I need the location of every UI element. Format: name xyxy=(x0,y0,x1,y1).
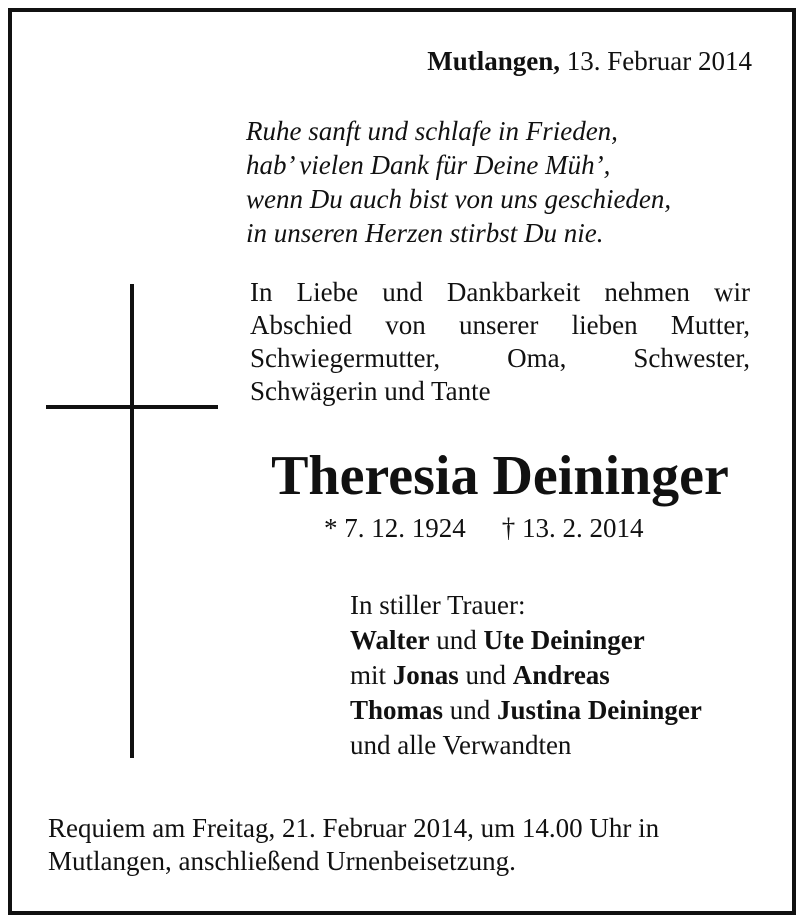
mourner-line: und alle Verwandten xyxy=(350,730,572,760)
mourners xyxy=(350,588,702,763)
poem-line: wenn Du auch bist von uns geschieden, xyxy=(246,184,672,214)
mourner-name: Justina Deininger xyxy=(497,695,702,725)
cross-icon xyxy=(130,284,134,758)
mourner-name: Andreas xyxy=(512,660,610,690)
deceased-name-block xyxy=(250,444,750,514)
poem-line: hab’ vielen Dank für Deine Müh’, xyxy=(246,150,611,180)
date: 13. Februar 2014 xyxy=(566,46,752,76)
intro-line: Abschied von unserer lieben Mutter, xyxy=(250,310,750,340)
requiem-notice: Requiem am Freitag, 21. Februar 2014, um 14.00 Uhr in Mutlangen, anschließend Urnenbeisetzung. xyxy=(48,813,660,876)
life-dates xyxy=(324,513,644,544)
poem-line: Ruhe sanft und schlafe in Frieden, xyxy=(246,116,618,146)
mourner-line: mit Jonas und Andreas xyxy=(350,660,610,690)
poem-line: in unseren Herzen stirbst Du nie. xyxy=(246,218,604,248)
poem xyxy=(246,114,671,250)
place: Mutlangen, xyxy=(427,46,561,76)
intro-line: Schwiegermutter, Oma, Schwester, xyxy=(250,343,750,373)
mourner-name: Thomas xyxy=(350,695,444,725)
birth-date: * 7. 12. 1924 xyxy=(324,513,466,543)
mourner-name: Jonas xyxy=(392,660,459,690)
intro-line: In Liebe und Dankbarkeit nehmen wir xyxy=(250,277,750,307)
death-date: † 13. 2. 2014 xyxy=(501,513,644,543)
intro-line: Schwägerin und Tante xyxy=(250,376,491,406)
cross-icon-bar xyxy=(46,405,218,409)
mourners-heading: In stiller Trauer: xyxy=(350,590,526,620)
place-and-date xyxy=(427,46,752,77)
mourner-name: Ute Deininger xyxy=(483,625,645,655)
deceased-name: Theresia Deininger xyxy=(271,445,729,507)
mourner-line: Walter und Ute Deininger xyxy=(350,625,645,655)
mourner-name: Walter xyxy=(350,625,430,655)
mourner-line: Thomas und Justina Deininger xyxy=(350,695,702,725)
intro-text xyxy=(250,276,750,408)
